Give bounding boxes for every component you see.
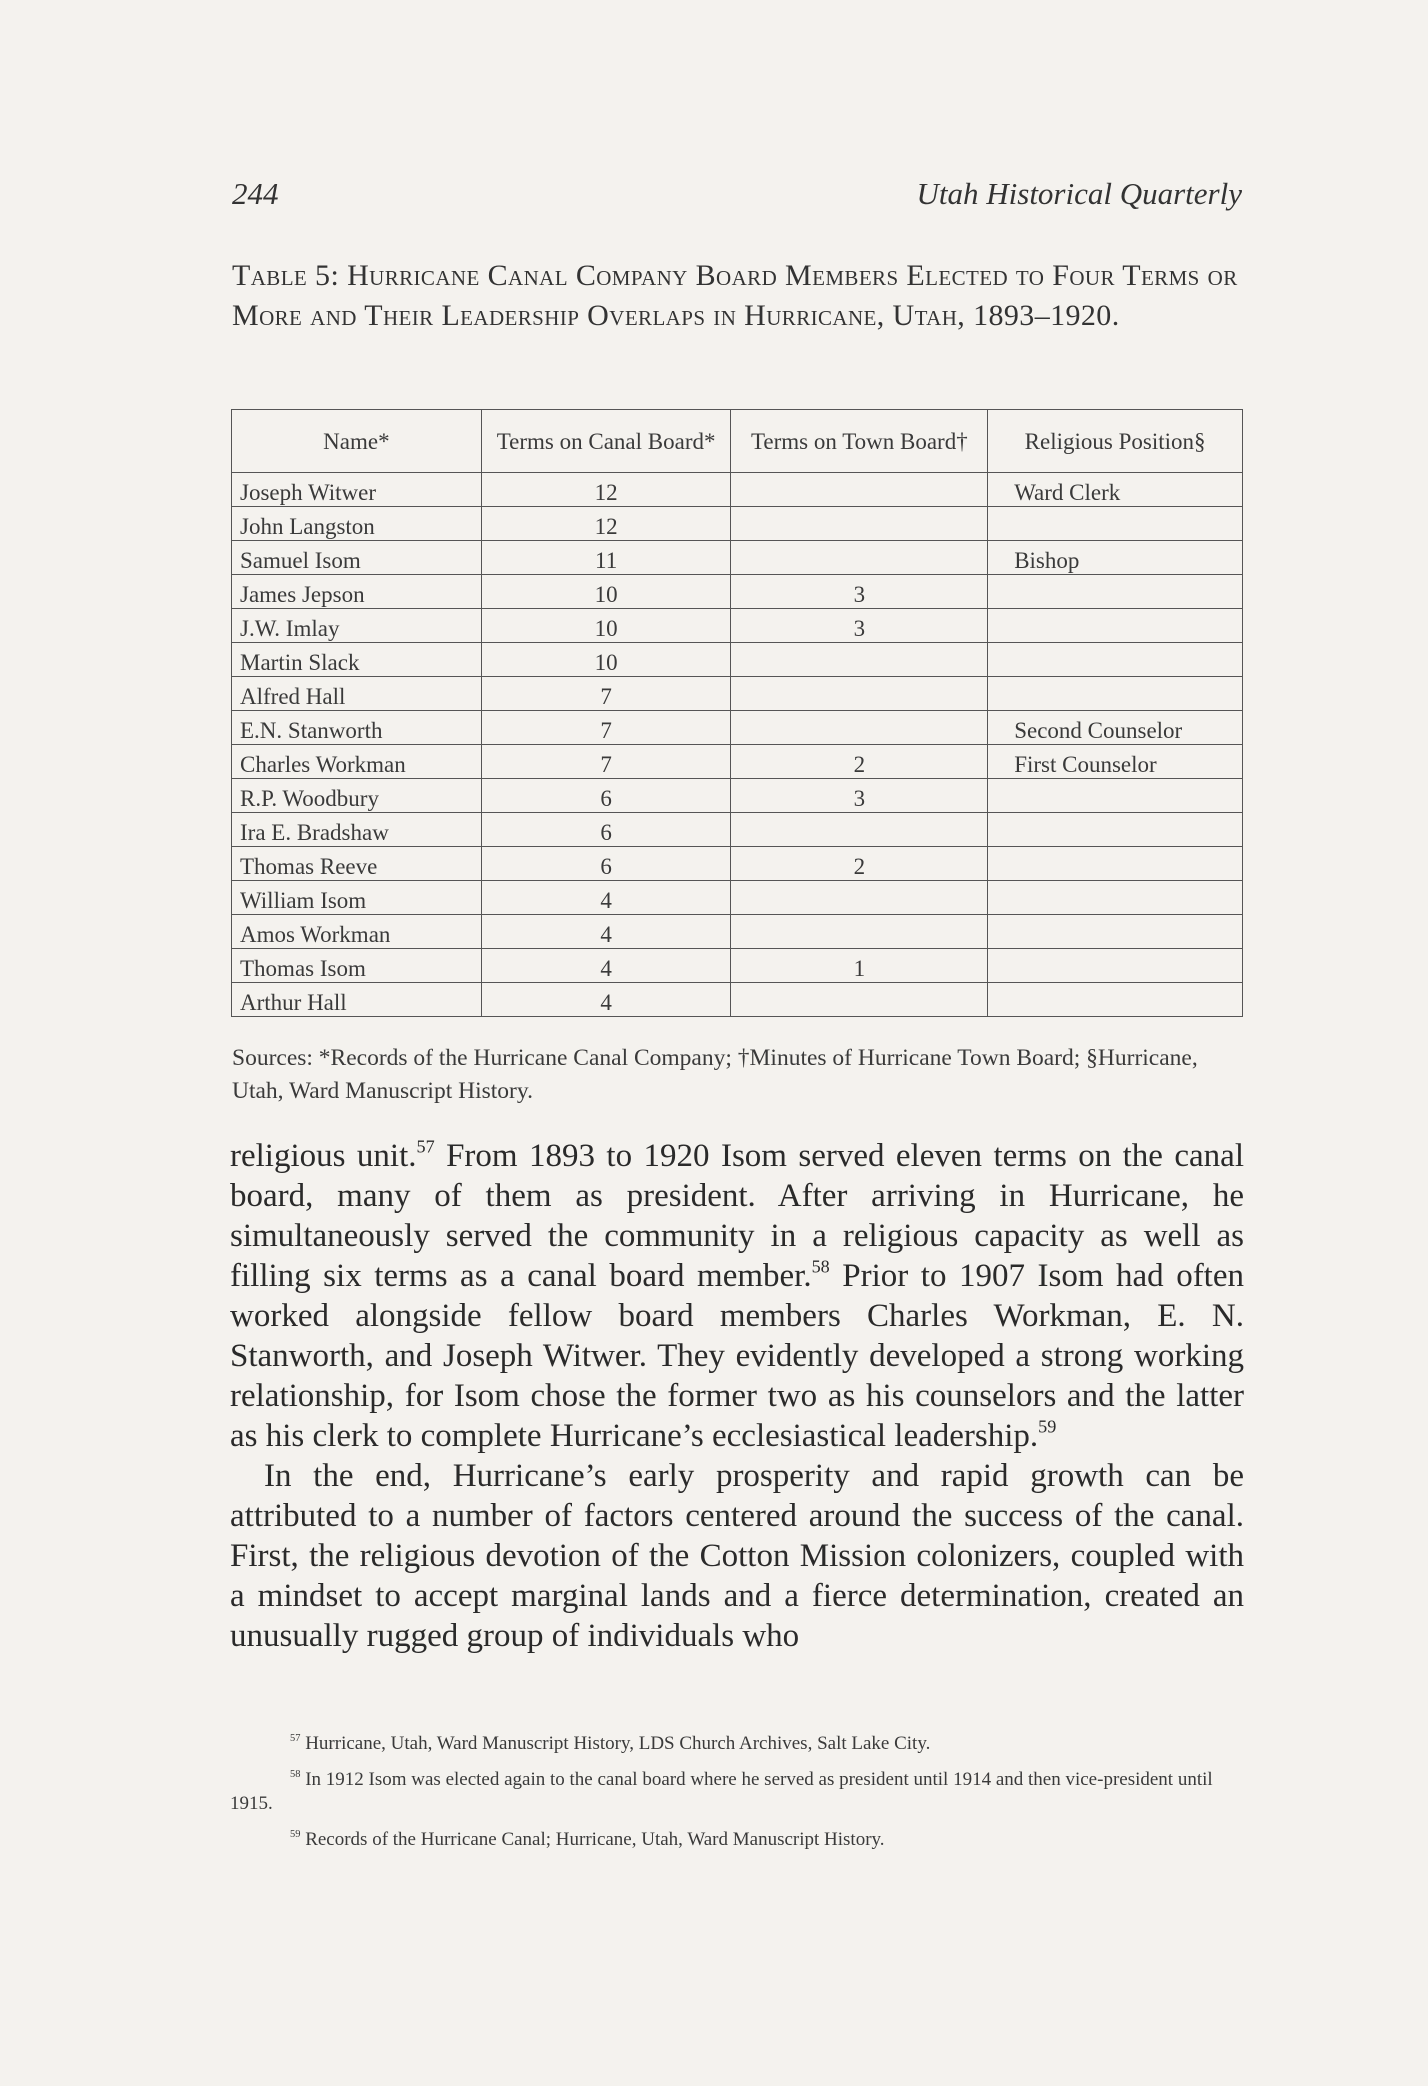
footnote-number: 57 <box>290 1733 301 1745</box>
canal-terms-cell: 7 <box>481 711 731 745</box>
religious-position-cell <box>988 677 1243 711</box>
religious-position-cell <box>988 779 1243 813</box>
religious-position-cell: First Counselor <box>988 745 1243 779</box>
canal-terms-cell: 4 <box>481 983 731 1017</box>
text-run: Prior to 1907 Isom had often worked alongside fellow board members Charles Workman, E. N. Stanworth, and Joseph Witwer. They evidently developed a strong working relationship, for Isom chose the former two as his counselors and the latter as his clerk to complete Hurricane’s ecclesiastical leadership. <box>230 1258 1244 1454</box>
name-cell: Amos Workman <box>232 915 482 949</box>
religious-position-cell <box>988 575 1243 609</box>
footnote-ref: 59 <box>1038 1416 1057 1437</box>
journal-title: Utah Historical Quarterly <box>916 176 1242 211</box>
religious-position-cell <box>988 643 1243 677</box>
footnote-ref: 58 <box>811 1256 830 1277</box>
name-cell: John Langston <box>232 507 482 541</box>
canal-terms-cell: 12 <box>481 507 731 541</box>
table-row <box>232 881 1243 915</box>
canal-terms-cell: 6 <box>481 813 731 847</box>
column-header: Name* <box>232 410 482 473</box>
canal-terms-cell: 10 <box>481 609 731 643</box>
name-cell: Samuel Isom <box>232 541 482 575</box>
name-cell: Arthur Hall <box>232 983 482 1017</box>
canal-terms-cell: 7 <box>481 677 731 711</box>
footnote-text: Records of the Hurricane Canal; Hurricane, Utah, Ward Manuscript History. <box>300 1829 885 1850</box>
town-terms-cell <box>731 915 988 949</box>
religious-position-cell <box>988 881 1243 915</box>
table-row <box>232 915 1243 949</box>
name-cell: Martin Slack <box>232 643 482 677</box>
town-terms-cell: 3 <box>731 779 988 813</box>
religious-position-cell <box>988 507 1243 541</box>
table-row <box>232 677 1243 711</box>
footnote-number: 59 <box>290 1829 301 1841</box>
table-row <box>232 711 1243 745</box>
town-terms-cell <box>731 711 988 745</box>
footnote <box>230 1732 1244 1756</box>
town-terms-cell: 2 <box>731 847 988 881</box>
canal-terms-cell: 10 <box>481 575 731 609</box>
name-cell: Charles Workman <box>232 745 482 779</box>
name-cell: E.N. Stanworth <box>232 711 482 745</box>
table-row <box>232 745 1243 779</box>
town-terms-cell <box>731 643 988 677</box>
religious-position-cell <box>988 813 1243 847</box>
name-cell: Thomas Reeve <box>232 847 482 881</box>
page-number: 244 <box>232 176 279 211</box>
name-cell: Alfred Hall <box>232 677 482 711</box>
canal-terms-cell: 6 <box>481 779 731 813</box>
table-header-row <box>232 410 1243 473</box>
column-header: Religious Position§ <box>988 410 1243 473</box>
religious-position-cell <box>988 847 1243 881</box>
table-row <box>232 779 1243 813</box>
text-run: From 1893 to 1920 Isom served eleven terms on the canal board, many of them as president. After arriving in Hurricane, he simultaneously served the community in a religious capacity as well as filling six terms as a canal board member. <box>230 1138 1244 1294</box>
table-row <box>232 847 1243 881</box>
footnote <box>230 1768 1244 1816</box>
table-row <box>232 541 1243 575</box>
town-terms-cell <box>731 473 988 507</box>
town-terms-cell <box>731 813 988 847</box>
text-run: religious unit. <box>230 1138 417 1174</box>
religious-position-cell: Second Counselor <box>988 711 1243 745</box>
table-sources: Sources: *Records of the Hurricane Canal Company; †Minutes of Hurricane Town Board; §Hurricane, Utah, Ward Manuscript History. <box>232 1045 1198 1104</box>
name-cell: R.P. Woodbury <box>232 779 482 813</box>
name-cell: Joseph Witwer <box>232 473 482 507</box>
town-terms-cell: 3 <box>731 609 988 643</box>
canal-terms-cell: 4 <box>481 915 731 949</box>
footnote-ref: 57 <box>416 1136 435 1157</box>
board-members-table <box>231 409 1243 1017</box>
running-head <box>232 176 1242 216</box>
table-row <box>232 949 1243 983</box>
footnote-text: Hurricane, Utah, Ward Manuscript History, LDS Church Archives, Salt Lake City. <box>300 1733 931 1754</box>
religious-position-cell <box>988 915 1243 949</box>
canal-terms-cell: 12 <box>481 473 731 507</box>
town-terms-cell <box>731 677 988 711</box>
name-cell: James Jepson <box>232 575 482 609</box>
table-row <box>232 983 1243 1017</box>
table-row <box>232 473 1243 507</box>
name-cell: J.W. Imlay <box>232 609 482 643</box>
town-terms-cell: 3 <box>731 575 988 609</box>
name-cell: Ira E. Bradshaw <box>232 813 482 847</box>
column-header: Terms on Canal Board* <box>481 410 731 473</box>
name-cell: Thomas Isom <box>232 949 482 983</box>
table-row <box>232 575 1243 609</box>
religious-position-cell <box>988 609 1243 643</box>
canal-terms-cell: 4 <box>481 881 731 915</box>
canal-terms-cell: 11 <box>481 541 731 575</box>
canal-terms-cell: 10 <box>481 643 731 677</box>
footnotes <box>230 1732 1244 1864</box>
name-cell: William Isom <box>232 881 482 915</box>
footnote-text: In 1912 Isom was elected again to the canal board where he served as president until 1914 and then vice-president until 1915. <box>230 1769 1213 1814</box>
paragraph: In the end, Hurricane’s early prosperity and rapid growth can be attributed to a number of factors centered around the success of the canal. First, the religious devotion of the Cotton Mission colonizers, coupled with a mindset to accept marginal lands and a fierce determination, created an unusually rugged group of individuals who <box>230 1458 1244 1654</box>
footnote-number: 58 <box>290 1769 301 1781</box>
table-row <box>232 813 1243 847</box>
religious-position-cell: Ward Clerk <box>988 473 1243 507</box>
canal-terms-cell: 6 <box>481 847 731 881</box>
table-row <box>232 507 1243 541</box>
table-row <box>232 643 1243 677</box>
footnote <box>230 1828 1244 1852</box>
table-row <box>232 609 1243 643</box>
column-header: Terms on Town Board† <box>731 410 988 473</box>
body-text <box>230 1136 1244 1656</box>
town-terms-cell <box>731 507 988 541</box>
religious-position-cell <box>988 949 1243 983</box>
canal-terms-cell: 7 <box>481 745 731 779</box>
town-terms-cell: 1 <box>731 949 988 983</box>
town-terms-cell <box>731 541 988 575</box>
table-caption: Table 5: Hurricane Canal Company Board Members Elected to Four Terms or More and Their Leadership Overlaps in Hurricane, Utah, 1893–1920. <box>232 259 1238 332</box>
paragraph <box>230 1136 1244 1456</box>
town-terms-cell <box>731 983 988 1017</box>
religious-position-cell <box>988 983 1243 1017</box>
table-body <box>232 473 1243 1017</box>
religious-position-cell: Bishop <box>988 541 1243 575</box>
town-terms-cell <box>731 881 988 915</box>
canal-terms-cell: 4 <box>481 949 731 983</box>
town-terms-cell: 2 <box>731 745 988 779</box>
